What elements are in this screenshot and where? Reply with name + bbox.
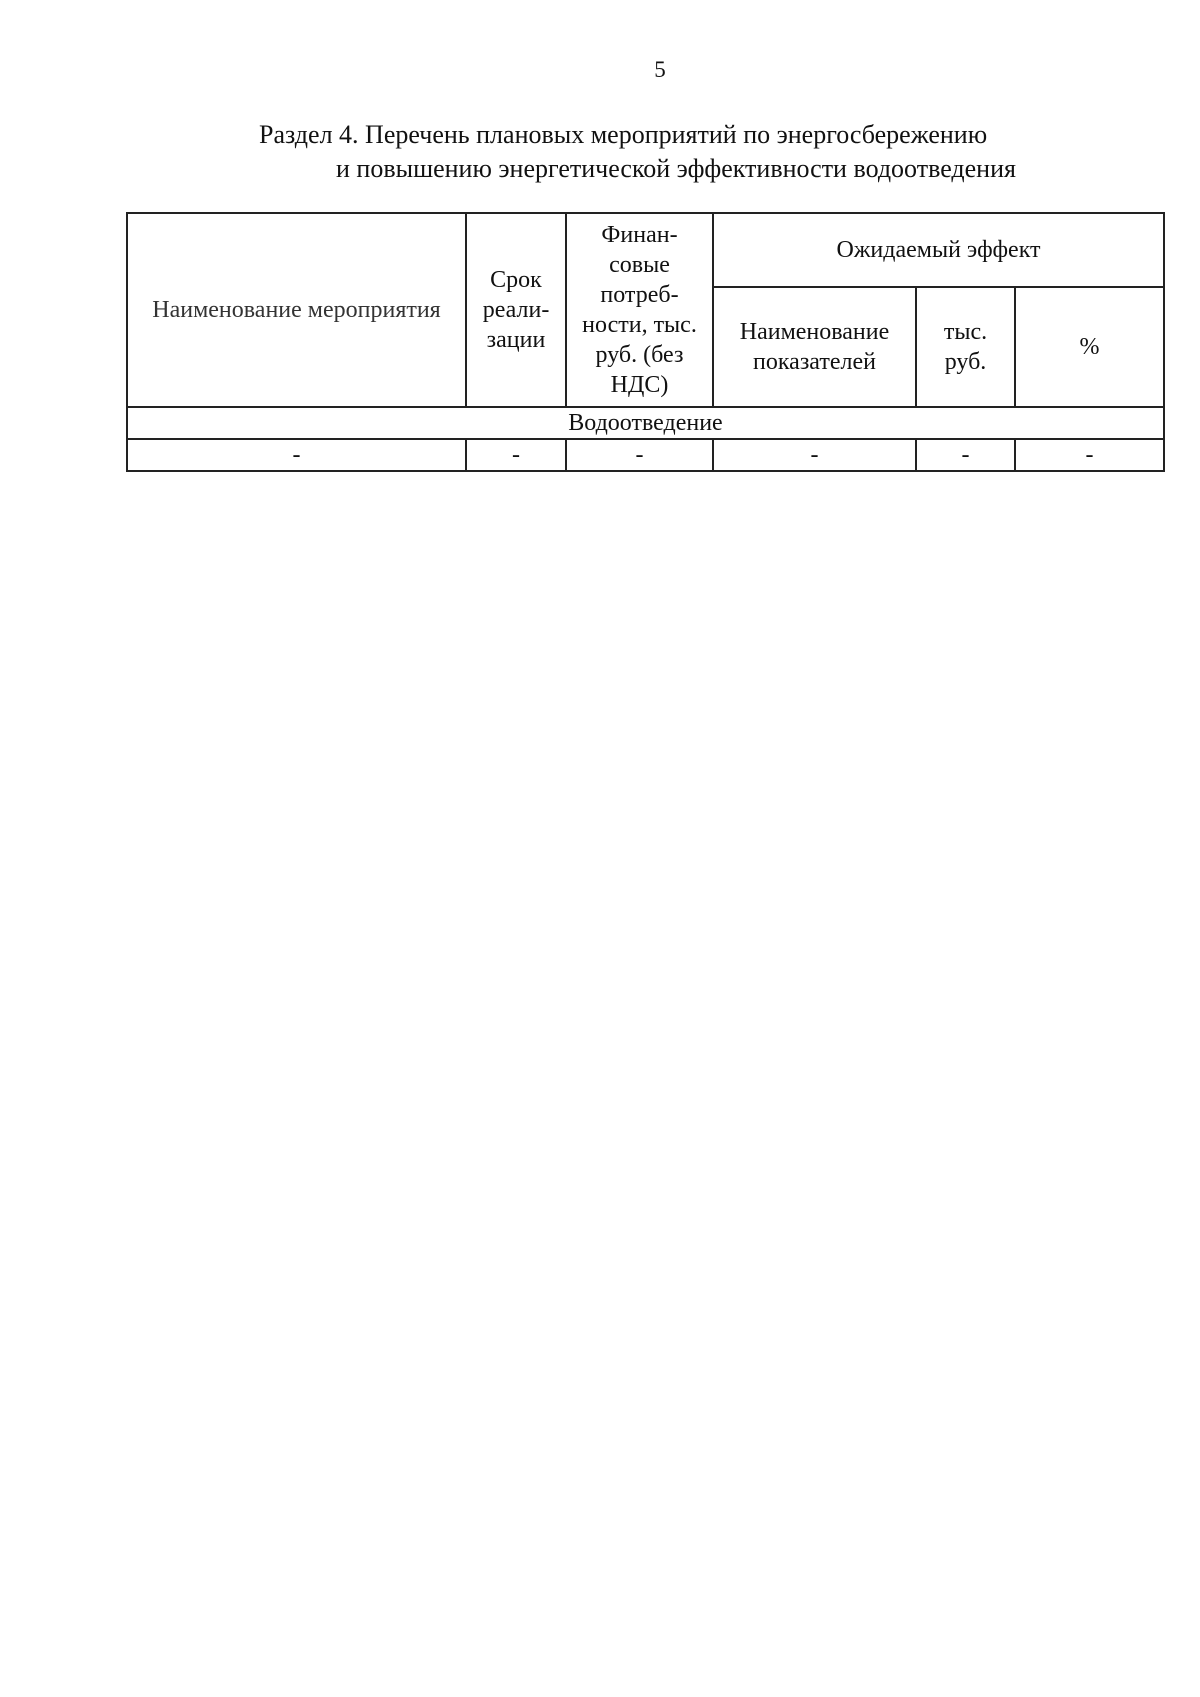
header-indicator-name: Наименование показателей <box>713 287 916 407</box>
section-title-line-1: Раздел 4. Перечень плановых мероприятий по энергосбережению <box>259 120 988 149</box>
header-financial-needs: Финан- совые потреб- ности, тыс. руб. (без НДС) <box>566 213 713 407</box>
table-cell: - <box>566 439 713 471</box>
table-cell: - <box>713 439 916 471</box>
section-label: Водоотведение <box>127 407 1164 439</box>
table-cell: - <box>466 439 566 471</box>
header-expected-effect: Ожидаемый эффект <box>713 213 1164 287</box>
table-cell: - <box>916 439 1015 471</box>
table-cell: - <box>127 439 466 471</box>
page-number: 5 <box>654 57 666 82</box>
table-row <box>127 439 1164 471</box>
table-cell: - <box>1015 439 1164 471</box>
header-thousand-rub: тыс. руб. <box>916 287 1015 407</box>
table-header-row <box>127 213 1164 287</box>
header-percent: % <box>1015 287 1164 407</box>
measures-table <box>126 212 1165 472</box>
header-measure-name: Наименование мероприятия <box>127 213 466 407</box>
header-term: Срок реали- зации <box>466 213 566 407</box>
table-section-row <box>127 407 1164 439</box>
section-title-line-2: и повышению энергетической эффективности водоотведения <box>336 154 1016 183</box>
